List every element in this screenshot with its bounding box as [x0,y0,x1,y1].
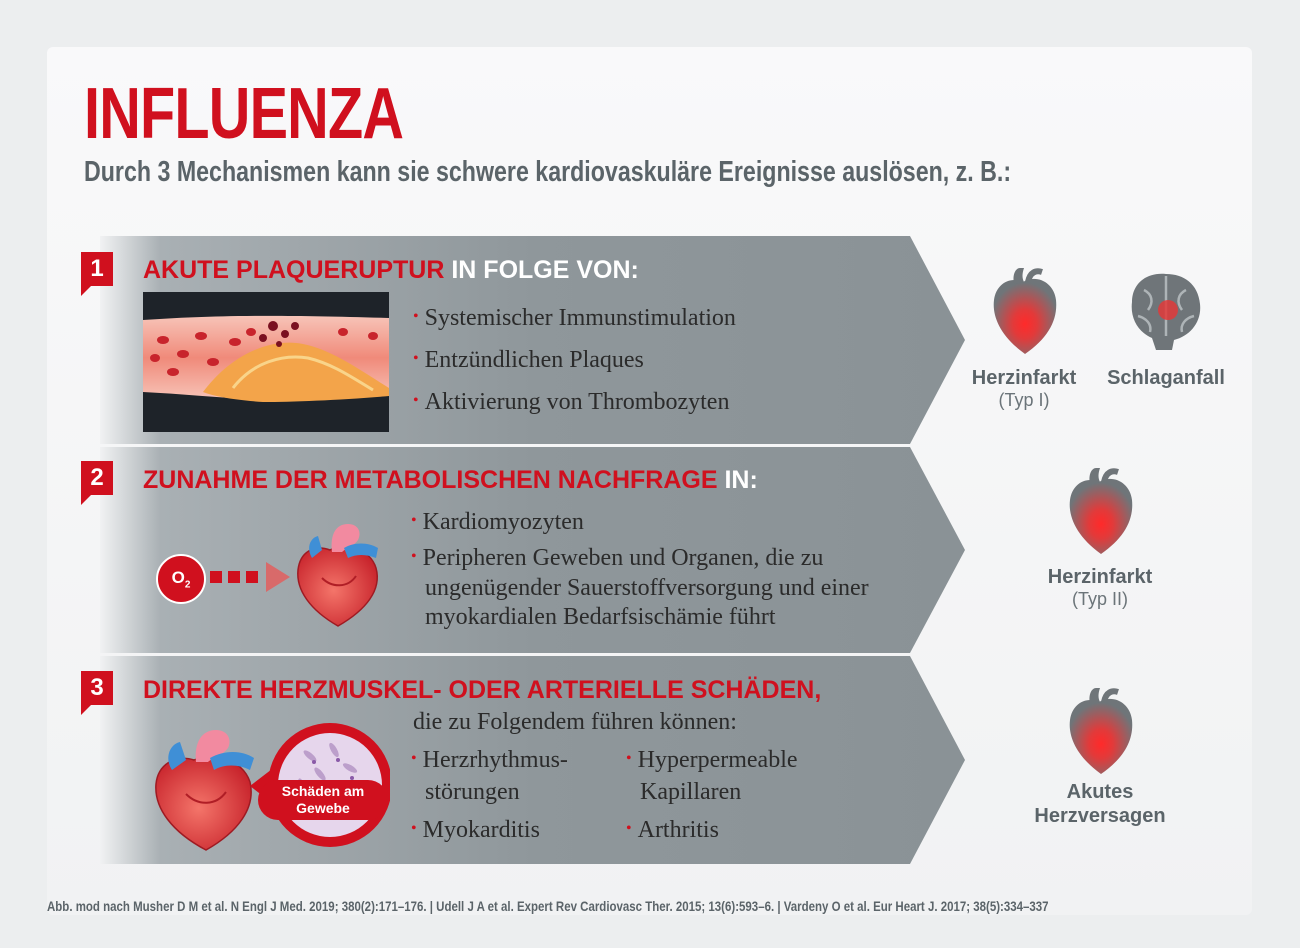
section-intro: die zu Folgendem führen können: [413,709,737,735]
citation-footer: Abb. mod nach Musher D M et al. N Engl J Med. 2019; 380(2):171–176. | Udell J A et al. Expert Rev Cardiovasc Ther. 2015; 13(6):593–6. | Vardeny O et al. Eur Heart J. 2017; 38(5):334–337 [47,898,1049,914]
section-number-3: 3 [81,671,113,711]
plaque-artery-illustration [143,292,389,432]
bullet-item: • Herzrhythmus- [411,747,568,773]
bullet-item: • Aktivierung von Thrombozyten [413,389,730,415]
section-heading-1: AKUTE PLAQUERUPTUR IN FOLGE VON: [143,256,639,284]
bullet-item: • Arthritis [626,817,719,843]
arrow-icon [210,562,294,592]
tissue-damage-label: Schäden am Gewebe [258,780,388,820]
outcome-label: Schlaganfall [1107,367,1225,389]
section-heading-2: ZUNAHME DER METABOLISCHEN NACHFRAGE IN: [143,466,758,494]
heart-icon [1066,686,1136,776]
bullet-item: • Peripheren Geweben und Organen, die zu [411,545,824,571]
bullet-item: • Hyperpermeable [626,747,798,773]
outcome-label: Herzinfarkt (Typ II) [1047,566,1153,609]
brain-icon [1126,268,1206,352]
heart-illustration [150,724,260,852]
outcome-label: Akutes Herzversagen [1034,781,1166,827]
oxygen-icon: $O_2$ [156,554,206,604]
bullet-item: • Myokarditis [411,817,540,843]
bullet-item-line: ungenügender Sauerstoffversorgung und einer [425,575,869,601]
bullet-item: • Systemischer Immunstimulation [413,305,736,331]
bullet-item-line: myokardialen Bedarfsischämie führt [425,604,776,630]
outcome-label: Herzinfarkt (Typ I) [971,367,1077,410]
page-title: INFLUENZA [84,74,404,154]
section-number-1: 1 [81,252,113,292]
bullet-item-line: Kapillaren [640,779,742,805]
bullet-item: • Entzündlichen Plaques [413,347,644,373]
heart-illustration [292,518,384,628]
heart-icon [1066,466,1136,556]
heart-icon [990,266,1060,356]
section-heading-3: DIREKTE HERZMUSKEL- ODER ARTERIELLE SCHÄDEN, [143,676,822,704]
section-number-2: 2 [81,461,113,501]
page-subtitle: Durch 3 Mechanismen kann sie schwere kardiovaskuläre Ereignisse auslösen, z. B.: [84,156,1012,188]
bullet-item: • Kardiomyozyten [411,509,584,535]
bullet-item-line: störungen [425,779,520,805]
